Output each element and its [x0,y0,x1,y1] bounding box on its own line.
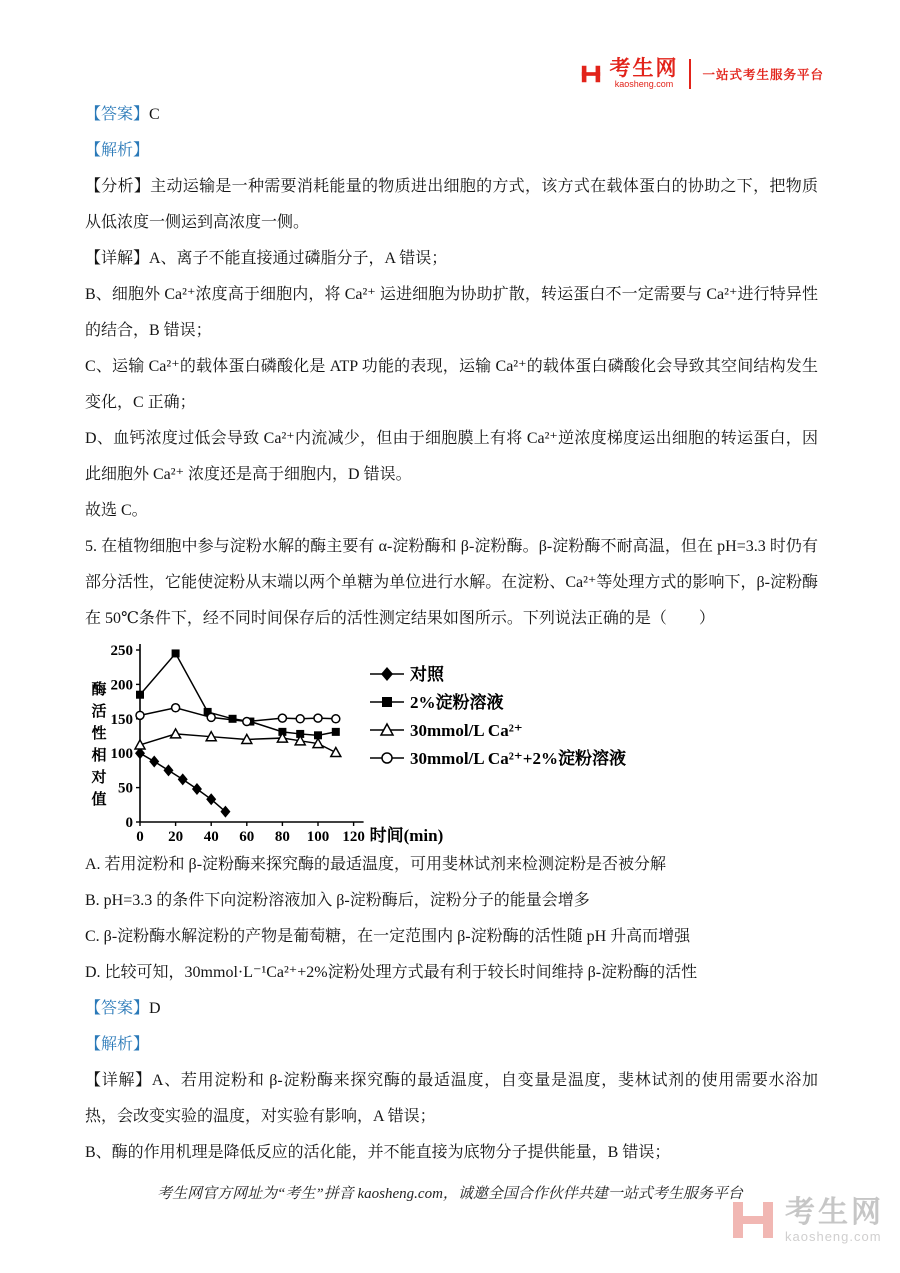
x-tick-label: 60 [239,829,255,845]
q5-option-a: A. 若用淀粉和 β-淀粉酶来探究酶的最适温度，可用斐林试剂来检测淀粉是否被分解 [85,856,667,873]
legend-label: 对照 [410,665,444,684]
kaosheng-watermark [729,1196,884,1244]
x-tick-label: 40 [203,829,219,845]
marker-diamond [163,764,173,776]
y-axis-title-char: 相 [91,748,107,764]
logo-brand: 考生网 [609,57,679,80]
marker-circle [278,714,286,722]
y-tick-label: 0 [125,815,133,831]
marker-diamond [178,773,188,785]
jiexi-label: 【解析】 [85,142,150,159]
x-axis-title: 时间(min) [369,826,444,845]
marker-triangle [331,748,341,757]
q5-option-d: D. 比较可知，30mmol·L⁻¹Ca²⁺+2%淀粉处理方式最有利于较长时间维持 β-淀粉酶的活性 [85,964,698,981]
marker-diamond [206,793,216,805]
marker-diamond [192,783,202,795]
q5-stem: 5. 在植物细胞中参与淀粉水解的酶主要有 α-淀粉酶和 β-淀粉酶。β-淀粉酶不耐高温，但在 pH=3.3 时仍有部分活性，它能使淀粉从末端以两个单糖为单位进行水解。在淀粉、Ca²⁺等处理方式的影响下，β-淀粉酶在 50℃条件下，经不同时间保存后的活性测定结果如图所示。下列说法正确的是（ ） [85,538,818,627]
q5-option-b: B. pH=3.3 的条件下向淀粉溶液加入 β-淀粉酶后，淀粉分子的能量会增多 [85,892,590,909]
series-line-1 [140,653,336,735]
y-axis-title-char: 活 [91,704,107,720]
logo-tagline: 一站式考生服务平台 [702,67,824,82]
q4-detail-a: 【详解】A、离子不能直接通过磷脂分子，A 错误； [85,250,448,267]
series-line-2 [140,734,336,753]
marker-triangle [171,729,181,738]
marker-circle [382,753,392,763]
marker-square [229,715,237,723]
logo-domain-text: kaosheng.com [614,79,674,90]
y-axis-title-char: 性 [91,726,107,742]
answer-value: C [149,106,160,123]
y-tick-label: 100 [110,746,133,763]
kaosheng-logo [580,58,824,90]
logo-divider [689,59,691,89]
q4-analysis-paragraph: 【分析】主动运输是一种需要消耗能量的物质进出细胞的方式，该方式在载体蛋白的协助之下，把物质从低浓度一侧运到高浓度一侧。 [85,178,818,231]
marker-circle [172,704,180,712]
marker-circle [243,718,251,726]
answer-value: D [149,1000,161,1017]
marker-square [172,649,180,657]
enzyme-activity-chart-svg [85,637,685,847]
watermark-domain: kaosheng.com [785,1229,882,1244]
q4-detail-b: B、细胞外 Ca²⁺浓度高于细胞内，将 Ca²⁺ 运进细胞为协助扩散，转运蛋白不一定需要与 Ca²⁺进行特异性的结合，B 错误； [85,286,818,339]
y-axis-title-char: 对 [91,770,107,786]
q4-detail-c: C、运输 Ca²⁺的载体蛋白磷酸化是 ATP 功能的表现，运输 Ca²⁺的载体蛋白磷酸化会导致其空间结构发生变化，C 正确； [85,358,818,411]
y-tick-label: 200 [110,677,133,694]
y-tick-label: 250 [110,643,133,659]
y-axis-title-char: 值 [91,792,107,808]
q4-answer-line [85,97,818,133]
legend-label: 30mmol/L Ca²⁺ [410,721,523,740]
kaosheng-logo-icon [580,63,602,85]
y-tick-label: 50 [118,780,133,797]
marker-circle [314,714,322,722]
y-tick-label: 150 [110,711,133,728]
document-body [85,97,818,1171]
marker-square [136,691,144,699]
q5-detail-a: 【详解】A、若用淀粉和 β-淀粉酶来探究酶的最适温度，自变量是温度，斐林试剂的使用需要水浴加热，会改变实验的温度，对实验有影响，A 错误； [85,1072,818,1125]
legend-label: 2%淀粉溶液 [410,693,504,712]
jiexi-label: 【解析】 [85,1036,150,1053]
x-tick-label: 100 [306,829,330,845]
x-tick-label: 120 [342,829,365,845]
footer-text: 考生网官方网址为“考生”拼音 kaosheng.com，诚邀全国合作伙伴共建一站式考生服务平台 [157,1186,743,1202]
y-axis-title-char: 酶 [91,682,107,698]
marker-circle [207,713,215,721]
kaosheng-watermark-icon [729,1196,777,1244]
q5-option-c: C. β-淀粉酶水解淀粉的产物是葡萄糖，在一定范围内 β-淀粉酶的活性随 pH 升高而增强 [85,928,691,945]
marker-diamond [149,755,159,767]
legend-label: 30mmol/L Ca²⁺+2%淀粉溶液 [410,749,626,768]
q5-answer-line [85,991,818,1027]
marker-diamond [381,667,393,681]
logo-text-block [609,58,678,90]
marker-square [382,697,392,707]
answer-label: 【答案】 [85,106,150,123]
header [580,58,824,90]
answer-label: 【答案】 [85,1000,150,1017]
q4-jiexi-line [85,133,818,169]
marker-diamond [220,806,230,818]
watermark-brand: 考生网 [785,1196,884,1229]
marker-circle [332,715,340,723]
marker-circle [136,711,144,719]
marker-square [332,728,340,736]
enzyme-activity-chart [85,637,685,847]
watermark-text-block [785,1196,884,1244]
marker-circle [296,715,304,723]
x-tick-label: 80 [274,829,290,845]
q5-detail-b: B、酶的作用机理是降低反应的活化能，并不能直接为底物分子提供能量，B 错误； [85,1144,671,1161]
q5-jiexi-line [85,1027,818,1063]
q4-conclusion: 故选 C。 [85,502,148,519]
x-tick-label: 0 [136,829,144,845]
x-tick-label: 20 [168,829,184,845]
q4-detail-d: D、血钙浓度过低会导致 Ca²⁺内流减少，但由于细胞膜上有将 Ca²⁺逆浓度梯度运出细胞的转运蛋白，因此细胞外 Ca²⁺ 浓度还是高于细胞内，D 错误。 [85,430,818,483]
